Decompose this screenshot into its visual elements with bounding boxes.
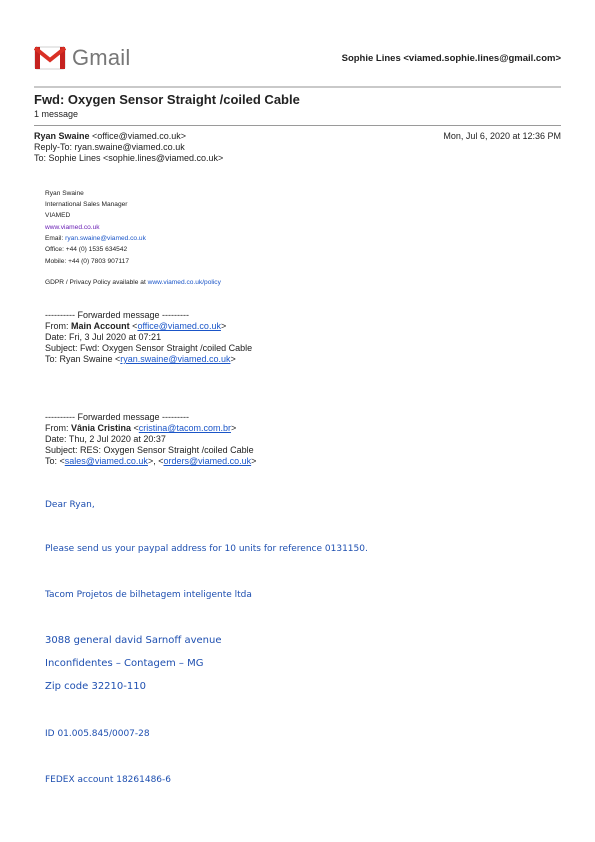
forward2-to-label: To: < [45,456,65,466]
forward1-date: Date: Fri, 3 Jul 2020 at 07:21 [45,332,162,342]
sender-email: <office@viamed.co.uk> [92,131,187,141]
body-greeting: Dear Ryan, [45,500,95,510]
forward2-divider: ---------- Forwarded message --------- [45,412,189,422]
body-zip: Zip code 32210-110 [45,681,146,692]
signature-office: Office: +44 (0) 1535 634542 [45,246,128,253]
signature-gdpr [45,279,221,286]
recipient-to: To: Sophie Lines <sophie.lines@viamed.co.uk> [34,153,224,163]
forward1-to-end: > [230,354,236,364]
header-divider [34,86,561,88]
message-from [34,131,186,141]
body-address-line1: 3088 general david Sarnoff avenue [45,635,222,646]
sender-name: Ryan Swaine [34,131,90,141]
forward2-from-label: From: [45,423,71,433]
forward2-from-name: Vânia Cristina [71,423,132,433]
signature-email [45,235,146,242]
signature-company: VIAMED [45,212,71,219]
signature-mobile: Mobile: +44 (0) 7803 907117 [45,258,130,265]
forward2-from-email-link[interactable]: cristina@tacom.com.br [138,423,231,433]
forward1-from-label: From: [45,321,71,331]
body-fedex: FEDEX account 18261486-6 [45,775,172,785]
gmail-logo [34,44,130,72]
forward2-to [45,456,256,466]
body-id: ID 01.005.845/0007-28 [45,729,150,739]
thread-subject: Fwd: Oxygen Sensor Straight /coiled Cable [34,92,300,107]
forward2-to-email1-link[interactable]: sales@viamed.co.uk [64,456,148,466]
forward1-from-name: Main Account [71,321,130,331]
body-company: Tacom Projetos de bilhetagem inteligente ltda [45,590,252,600]
gmail-wordmark: Gmail [72,45,131,70]
gdpr-policy-link[interactable]: www.viamed.co.uk/policy [147,279,221,286]
account-label: Sophie Lines <viamed.sophie.lines@gmail.com> [341,53,561,64]
forward1-to-email-link[interactable]: ryan.swaine@viamed.co.uk [120,354,231,364]
forward2-subject: Subject: RES: Oxygen Sensor Straight /coiled Cable [45,445,254,455]
forward2-to-end: > [251,456,257,466]
forward1-to [45,354,236,364]
gdpr-label: GDPR / Privacy Policy available at [45,279,148,286]
thread-divider [34,125,561,126]
forward1-from-email-link[interactable]: office@viamed.co.uk [137,321,221,331]
signature-website-link[interactable]: www.viamed.co.uk [45,224,100,231]
gmail-envelope-icon [34,46,66,70]
signature-title: International Sales Manager [45,201,128,208]
forward2-to-mid: >, < [147,456,164,466]
body-address-line2: Inconfidentes – Contagem – MG [45,658,204,669]
forward2-from: From: Vânia Cristina <cristina@tacom.com.br> [45,423,237,433]
reply-to: Reply-To: ryan.swaine@viamed.co.uk [34,142,185,152]
forward1-divider: ---------- Forwarded message --------- [45,310,189,320]
body-request: Please send us your paypal address for 10 units for reference 0131150. [45,544,368,554]
forward1-to-label: To: Ryan Swaine < [45,354,121,364]
message-count: 1 message [34,109,79,119]
forward1-from: From: Main Account <office@viamed.co.uk> [45,321,227,331]
forward2-date: Date: Thu, 2 Jul 2020 at 20:37 [45,434,166,444]
signature-email-label: Email: [45,235,66,242]
forward1-subject: Subject: Fwd: Oxygen Sensor Straight /coiled Cable [45,343,253,353]
signature-email-link[interactable]: ryan.swaine@viamed.co.uk [65,235,146,242]
forward2-to-email2-link[interactable]: orders@viamed.co.uk [163,456,252,466]
signature-name: Ryan Swaine [45,190,84,197]
message-date: Mon, Jul 6, 2020 at 12:36 PM [443,131,561,141]
